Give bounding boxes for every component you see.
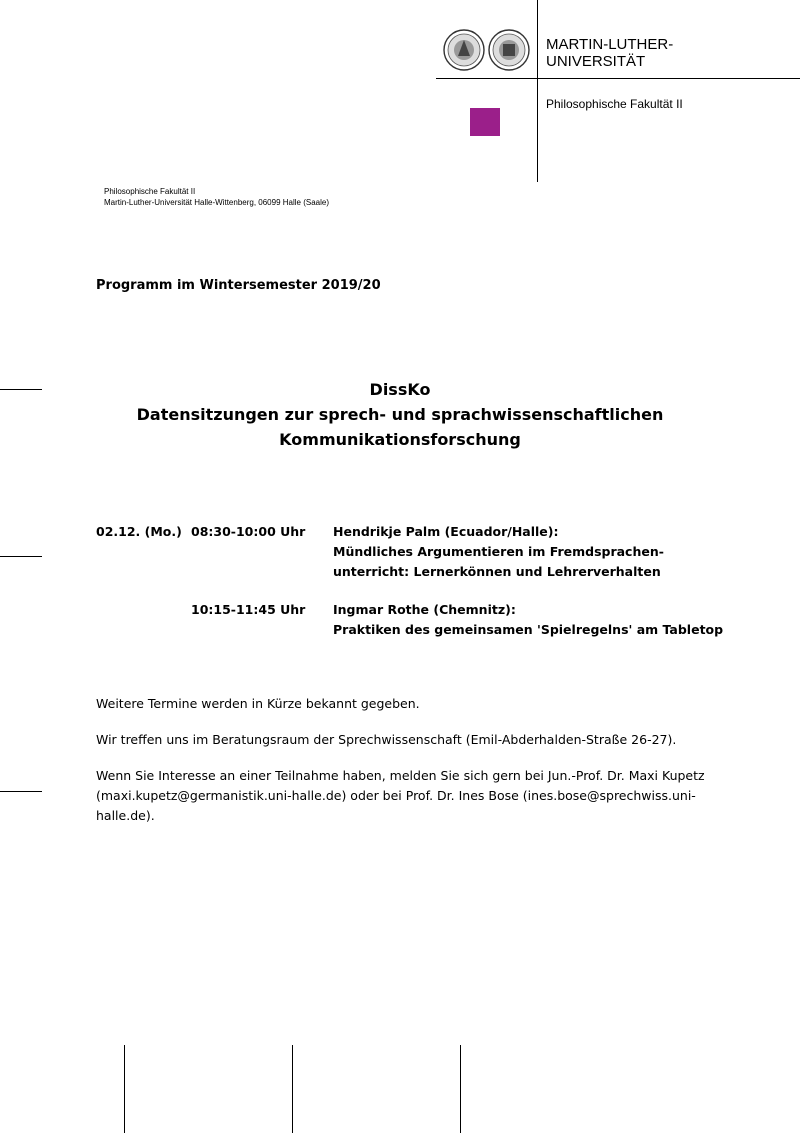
footer-column-rule — [460, 1045, 461, 1133]
session-speaker: Ingmar Rothe (Chemnitz): — [333, 602, 516, 617]
session-speaker: Hendrikje Palm (Ecuador/Halle): — [333, 524, 559, 539]
footer-column-rule — [124, 1045, 125, 1133]
title-line3: Kommunikationsforschung — [279, 430, 521, 449]
location-note: Wir treffen uns im Beratungsraum der Sprechwissenschaft (Emil-Abderhalden-Straße 26-27). — [96, 732, 677, 747]
sender-line2: Martin-Luther-Universität Halle-Wittenberg, 06099 Halle (Saale) — [104, 198, 329, 207]
header-horizontal-rule — [436, 78, 800, 79]
contact-note — [96, 766, 706, 826]
university-seals — [443, 28, 533, 72]
contact-line2: (maxi.kupetz@germanistik.uni-halle.de) oder bei Prof. Dr. Ines Bose (ines.bose@sprechwiss.uni- — [96, 788, 696, 803]
contact-line1: Wenn Sie Interesse an einer Teilnahme haben, melden Sie sich gern bei Jun.-Prof. Dr. Maxi Kupetz — [96, 768, 705, 783]
session-topic-line1: Mündliches Argumentieren im Fremdsprachen- — [333, 544, 664, 559]
contact-line3: halle.de). — [96, 808, 155, 823]
university-name-line1: MARTIN-LUTHER- — [546, 36, 674, 53]
session-topic-line1: Praktiken des gemeinsamen 'Spielregelns' am Tabletop — [333, 622, 724, 637]
accent-square — [470, 108, 500, 136]
fold-mark — [0, 791, 42, 792]
session-topic-line2: unterricht: Lernerkönnen und Lehrerverhalten — [333, 564, 661, 579]
session-time: 08:30-10:00 Uhr — [191, 524, 306, 539]
title-line2: Datensitzungen zur sprech- und sprachwissenschaftlichen — [136, 405, 664, 424]
session-details — [333, 600, 723, 640]
session-details — [333, 522, 664, 582]
title-line1: DissKo — [369, 380, 431, 399]
program-heading: Programm im Wintersemester 2019/20 — [96, 278, 381, 293]
university-seal-icon — [443, 28, 533, 72]
footer-column-rule — [292, 1045, 293, 1133]
university-name-line2: UNIVERSITÄT — [546, 53, 646, 70]
session-date: 02.12. (Mo.) — [96, 524, 182, 539]
sender-address — [104, 186, 329, 208]
session-time: 10:15-11:45 Uhr — [191, 602, 306, 617]
more-dates-note: Weitere Termine werden in Kürze bekannt gegeben. — [96, 696, 420, 711]
sender-line1: Philosophische Fakultät II — [104, 187, 196, 196]
event-title — [0, 377, 800, 452]
fold-mark — [0, 556, 42, 557]
header-vertical-rule — [537, 0, 538, 182]
university-name — [546, 36, 673, 70]
faculty-name: Philosophische Fakultät II — [546, 97, 683, 111]
